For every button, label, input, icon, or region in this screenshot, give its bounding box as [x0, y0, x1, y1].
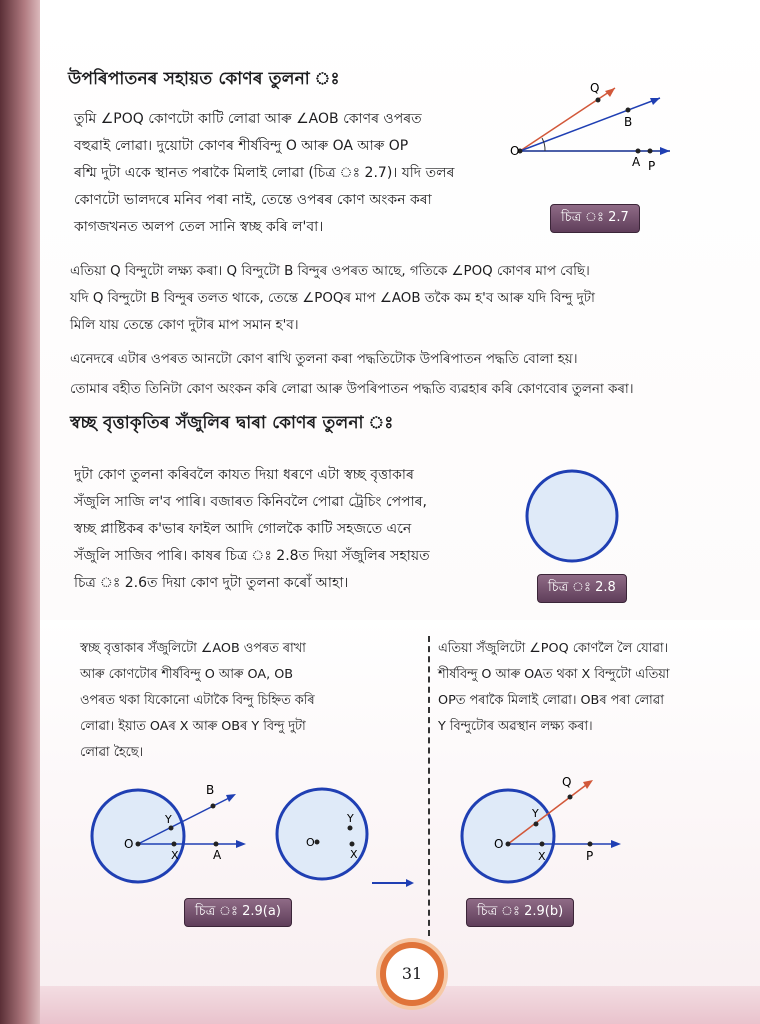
method-definition: এনেদৰে এটাৰ ওপৰত আনটো কোণ ৰাখি তুলনা কৰা পদ্ধতিটোক উপৰিপাতন পদ্ধতি বোলা হয়। [70, 352, 578, 367]
comparison-paragraph [70, 258, 740, 339]
paragraph-line: Y বিন্দুটোৰ অৱস্থান লক্ষ্য কৰা। [438, 719, 593, 734]
label-o: O [124, 837, 134, 851]
figure-2-7-angle-diagram [510, 76, 680, 176]
point-x [540, 842, 545, 847]
paragraph-line: আৰু কোণটোৰ শীৰ্ষবিন্দু O আৰু OA, OB [80, 667, 294, 682]
angle-arc [542, 138, 545, 151]
label-o: O [510, 144, 520, 158]
label-q: Q [562, 775, 572, 789]
arrow-right-icon [370, 876, 420, 890]
paragraph-line: ৰশ্মি দুটা একে স্থানত পৰাকৈ মিলাই লোৱা (চিত্ৰ ঃ 2.7)। যদি তলৰ [74, 165, 455, 181]
circular-tool-paragraph [74, 462, 514, 597]
point-q [568, 795, 573, 800]
point-p [648, 149, 653, 154]
transparent-circle [462, 790, 554, 882]
label-x: X [350, 848, 358, 861]
point-q [596, 98, 601, 103]
paragraph-line: এতিয়া সঁজুলিটো ∠POQ কোণলৈ লৈ যোৱা। [438, 641, 669, 656]
label-y: Y [347, 812, 354, 825]
label-a: A [632, 155, 641, 169]
column-divider [428, 636, 430, 936]
exercise-instruction: তোমাৰ বহীত তিনিটা কোণ অংকন কৰি লোৱা আৰু উপৰিপাতন পদ্ধতি ব্যৱহাৰ কৰি কোণবোৰ তুলনা কৰা। [70, 382, 634, 397]
paragraph-line: যদি Q বিন্দুটো B বিন্দুৰ তলত থাকে, তেন্তে ∠POQৰ মাপ ∠AOB তকৈ কম হ'ব আৰু যদি বিন্দু দুটা [70, 291, 595, 306]
point-a [214, 842, 219, 847]
arrowhead [236, 840, 246, 848]
label-b: B [206, 783, 215, 797]
label-b: B [624, 115, 633, 129]
label-o: O [306, 836, 315, 849]
paragraph-line: স্বচ্ছ বৃত্তাকাৰ সঁজুলিটো ∠AOB ওপৰত ৰাখা [80, 641, 306, 656]
label-p: P [648, 159, 656, 173]
figure-2-9b-tool-on-angle [458, 764, 648, 884]
paragraph-line: কোণটো ভালদৰে মনিব পৰা নাই, তেন্তে ওপৰৰ কোণ অংকন কৰা [74, 192, 432, 208]
figure-2-7-label: চিত্ৰ ঃ 2.7 [550, 204, 640, 233]
arrowhead [660, 147, 670, 155]
label-p: P [586, 849, 594, 863]
paragraph-line: মিলি যায় তেন্তে কোণ দুটাৰ মাপ সমান হ'ব। [70, 318, 299, 333]
superposition-paragraph [74, 106, 504, 241]
arrowhead [605, 88, 615, 97]
label-o: O [494, 837, 504, 851]
paragraph-line: চিত্ৰ ঃ 2.6ত দিয়া কোণ দুটা তুলনা কৰোঁ আহা। [74, 575, 349, 591]
point-y [534, 822, 539, 827]
figure-2-8-transparent-circle [524, 468, 620, 564]
section-heading-superposition: উপৰিপাতনৰ সহায়ত কোণৰ তুলনা ঃ [68, 69, 340, 89]
paragraph-line: লোৱা হৈছে। [80, 745, 144, 760]
paragraph-line: তুমি ∠POQ কোণটো কাটি লোৱা আৰু ∠AOB কোণৰ ওপৰত [74, 111, 422, 127]
label-x: X [538, 850, 546, 863]
paragraph-line: স্বচ্ছ প্লাষ্টিকৰ ক'ভাৰ ফাইল আদি গোলকৈ কাটি সহজতে এনে [74, 521, 412, 537]
point-o [136, 842, 141, 847]
book-spine [0, 0, 44, 1024]
figure-2-9a-marked-tool [272, 784, 372, 884]
label-a: A [213, 848, 222, 862]
point-y [348, 826, 353, 831]
point-b [626, 108, 631, 113]
point-o [506, 842, 511, 847]
textbook-page [40, 0, 760, 1024]
paragraph-line: ওপৰত থকা যিকোনো এটাকৈ বিন্দু চিহ্নিত কৰি [80, 693, 315, 708]
step-two-paragraph [438, 636, 748, 740]
paragraph-line: এতিয়া Q বিন্দুটো লক্ষ্য কৰা। Q বিন্দুটো B বিন্দুৰ ওপৰত আছে, গতিকে ∠POQ কোণৰ মাপ বেছি। [70, 264, 590, 279]
point-a [636, 149, 641, 154]
arrowhead [611, 840, 621, 848]
figure-2-8-label: চিত্ৰ ঃ 2.8 [537, 574, 627, 603]
label-y: Y [532, 807, 539, 820]
point-p [588, 842, 593, 847]
paragraph-line: বহুৱাই লোৱা। দুয়োটা কোণৰ শীৰ্ষবিন্দু O আৰু OA আৰু OP [74, 138, 409, 154]
transparent-circle [92, 790, 184, 882]
figure-2-9a-label: চিত্ৰ ঃ 2.9(a) [184, 898, 292, 927]
section-heading-circular-tool: স্বচ্ছ বৃত্তাকৃতিৰ সঁজুলিৰ দ্বাৰা কোণৰ তুলনা ঃ [70, 413, 394, 433]
point-o [315, 840, 320, 845]
label-x: X [171, 849, 179, 862]
arrowhead [226, 794, 236, 802]
ray-ob [520, 98, 660, 151]
point-y [169, 826, 174, 831]
paragraph-line: কাগজখনত অলপ তেল সানি স্বচ্ছ কৰি ল'বা। [74, 219, 324, 235]
arrowhead [583, 780, 593, 789]
transparent-circle [277, 789, 367, 879]
step-one-paragraph [80, 636, 420, 766]
point-x [172, 842, 177, 847]
ray-oq [520, 88, 615, 151]
arrowhead [650, 98, 660, 105]
label-q: Q [590, 81, 600, 95]
paragraph-line: লোৱা। ইয়াত OAৰ X আৰু OBৰ Y বিন্দু দুটা [80, 719, 306, 734]
paragraph-line: সঁজুলি সাজিব পাৰি। কাষৰ চিত্ৰ ঃ 2.8ত দিয়া সঁজুলিৰ সহায়ত [74, 548, 430, 564]
page-number: 31 [380, 942, 444, 1006]
paragraph-line: দুটা কোণ তুলনা কৰিবলৈ কাযত দিয়া ধৰণে এটা স্বচ্ছ বৃত্তাকাৰ [74, 467, 414, 483]
label-y: Y [165, 813, 172, 826]
transparent-circle [527, 471, 617, 561]
point-b [211, 804, 216, 809]
paragraph-line: OPত পৰাকৈ মিলাই লোৱা। OBৰ পৰা লোৱা [438, 693, 664, 708]
point-x [350, 842, 355, 847]
paragraph-line: শীৰ্ষবিন্দু O আৰু OAত থকা X বিন্দুটো এতিয়া [438, 667, 670, 682]
figure-2-9a-tool-on-angle [88, 776, 248, 886]
paragraph-line: সঁজুলি সাজি ল'ব পাৰি। বজাৰত কিনিবলৈ পোৱা ট্ৰেচিং পেপাৰ, [74, 494, 427, 510]
figure-2-9b-label: চিত্ৰ ঃ 2.9(b) [466, 898, 574, 927]
